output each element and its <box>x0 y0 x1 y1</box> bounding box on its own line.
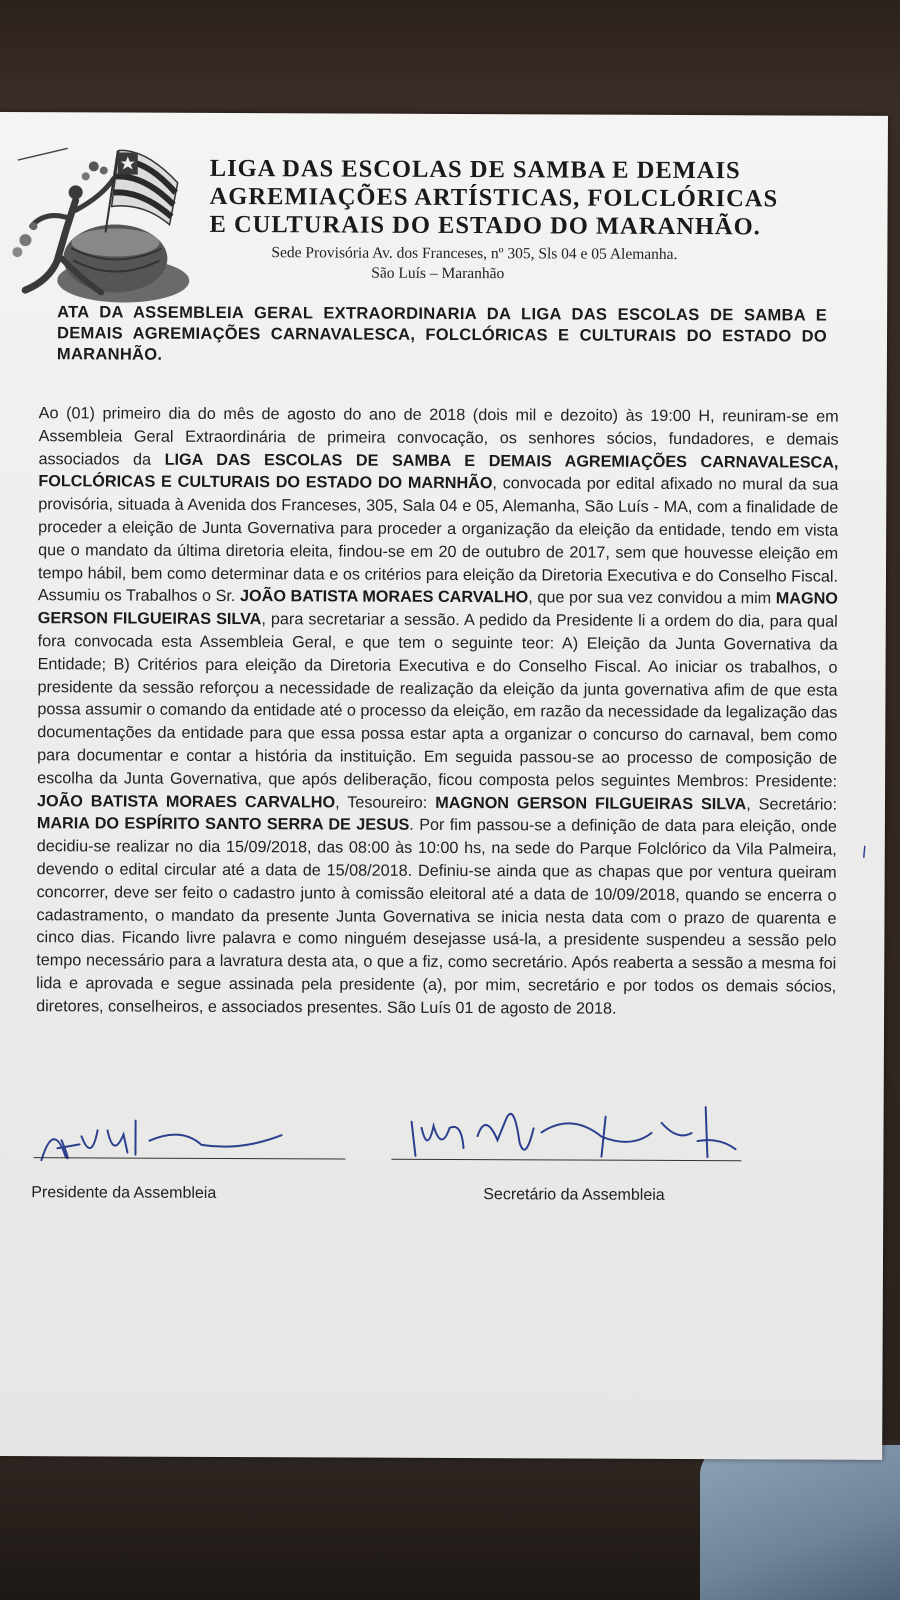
minutes-heading: ATA DA ASSEMBLEIA GERAL EXTRAORDINARIA DA LIGA DAS ESCOLAS DE SAMBA E DEMAIS AGREMIAÇÕES CARNAVALESCA, FOLCLÓRICAS E CULTURAIS DO ESTADO DO MARANHÃO. <box>56 303 828 364</box>
address-block <box>271 243 677 285</box>
minutes-body <box>36 402 839 1021</box>
president-label: Presidente da Assembleia <box>31 1184 217 1202</box>
knee-background <box>700 1445 900 1600</box>
body-segment: , para secretariar a sessão. A pedido da Presidente li a ordem do dia, para qual fora convocada esta Assembleia Geral, e que tem o seguinte teor: A) Eleição da Junta Governativa da Entidade; B) Critérios para eleição da Diretoria Executiva e do Conselho Fiscal. Ao iniciar os trabalhos, o presidente da sessão reforçou a necessidade de realização da eleição da junta governativa afim de que esta possa assumir o comando da entidade até o processo da eleição, em razão da necessidade da legalização das documentações da entidade para que essa possa estar apta a organizar o concurso do carnaval, bem como para documentar e contar a história da instituição. Em seguida passou-se ao processo de composição de escolha da Junta Governativa, que após deliberação, ficou composta pelos seguintes Membros: Presidente: <box>37 610 838 791</box>
address-line: Sede Provisória Av. dos Franceses, nº 305, Sls 04 e 05 Alemanha. <box>271 244 678 263</box>
org-line-2: AGREMIAÇÕES ARTÍSTICAS, FOLCLÓRICAS <box>209 182 779 213</box>
body-segment: , Tesoureiro: <box>335 793 436 812</box>
body-segment: , Secretário: <box>746 794 838 814</box>
liga-logo-icon <box>5 140 196 311</box>
city-line: São Luís – Maranhão <box>371 264 505 283</box>
document-sheet <box>0 112 888 1460</box>
bold-name-segment: MAGNO GERSON FILGUEIRAS SILVA <box>37 589 838 629</box>
bold-name-segment: LIGA DAS ESCOLAS DE SAMBA E DEMAIS AGREMIAÇÕES CARNAVALESCA, FOLCLÓRICAS E CULTURAIS DO ESTADO DO MARNHÃO <box>38 450 839 493</box>
body-segment: , que por sua vez convidou a mim <box>528 588 776 608</box>
bold-name-segment: JOÃO BATISTA MORAES CARVALHO <box>240 587 529 607</box>
org-line-1: LIGA DAS ESCOLAS DE SAMBA E DEMAIS <box>209 154 741 185</box>
bold-name-segment: MARIA DO ESPÍRITO SANTO SERRA DE JESUS <box>36 814 410 835</box>
margin-mark <box>861 844 869 860</box>
bold-name-segment: MAGNON GERSON FILGUEIRAS SILVA <box>435 793 747 813</box>
secretary-label: Secretário da Assembleia <box>483 1186 665 1204</box>
body-segment: , convocada por edital afixado no mural da sua provisória, situada à Avenida dos Franceses, 305, Sala 04 e 05, Alemanha, São Luís - MA, com a finalidade de proceder a eleição de Junta Governativa para proceder a organização da eleição da entidade, tendo em vista que o mandato da última diretoria eleita, findou-se em 20 de outubro de 2017, sem que houvesse eleição em tempo hábil, bem como determinar data e os critérios para eleição da Diretoria Executiva e do Conselho Fiscal. Assumiu os Trabalhos o Sr. <box>37 474 839 606</box>
bold-name-segment: JOÃO BATISTA MORAES CARVALHO <box>36 791 336 812</box>
body-segment: . Por fim passou-se a definição de data para eleição, onde decidiu-se realizar no dia 15/09/2018, das 08:00 às 10:00 hs, na sede do Parque Folclórico da Vila Palmeira, devendo o edital circular até a data de 15/08/2018. Definiu-se ainda que as chapas que por ventura queiram concorrer, deve ser feito o cadastro junto à comissão eleitoral até a data de 10/09/2018, quando se encerra o cadastramento, o mandato da presente Junta Governativa se inicia nesta data com o prazo de quarenta e cinco dias. Ficando livre palavra e como ninguém desejasse usá-la, a presidente suspendeu a sessão pelo tempo necessário para a lavratura desta ata, o que a fiz, como secretário. Após reaberta a sessão a mesma foi lida e aprovada e segue assinada pela presidente (a), por mim, secretário e por todos os demais sócios, diretores, conselheiros, e associados presentes. São Luís 01 de agosto de 2018. <box>36 816 837 1018</box>
flag-icon <box>105 150 177 232</box>
president-signature <box>31 1100 331 1171</box>
organization-name <box>209 155 849 242</box>
body-segment: Ao (01) primeiro dia do mês de agosto do ano de 2018 (dois mil e dezoito) às 19:00 H, reuniram-se em Assembleia Geral Extraordinária de primeira convocação, os senhores sócios, fundadores, e demais associados da <box>38 404 839 469</box>
org-line-3: E CULTURAIS DO ESTADO DO MARANHÃO. <box>209 210 761 241</box>
